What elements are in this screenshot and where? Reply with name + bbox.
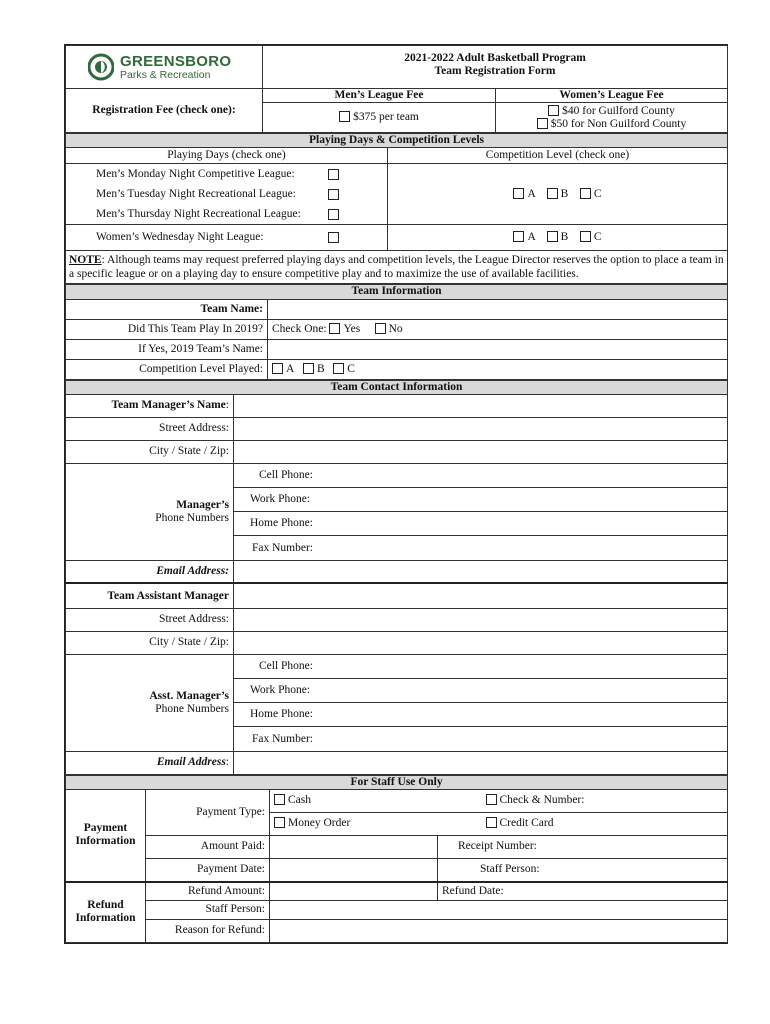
cash-checkbox[interactable] [274, 794, 285, 805]
manager-work-label[interactable]: Work Phone: [234, 488, 727, 512]
day-mens-tuesday-checkbox[interactable] [328, 189, 339, 200]
playing-days-header: Playing Days (check one) [66, 148, 388, 164]
womens-level-c: C [593, 231, 602, 244]
team-name-field[interactable] [268, 299, 728, 319]
note-paragraph [66, 251, 728, 284]
registration-form [64, 44, 728, 944]
form-subtitle: Team Registration Form [434, 65, 556, 78]
mens-level-b: B [560, 187, 569, 200]
day-womens-wednesday-checkbox[interactable] [328, 232, 339, 243]
manager-cell-label[interactable]: Cell Phone: [234, 464, 727, 488]
note-label: NOTE [69, 254, 102, 267]
womens-level-b-checkbox[interactable] [547, 231, 558, 242]
playing-days-section-header: Playing Days & Competition Levels [66, 134, 728, 148]
played-level-b-checkbox[interactable] [303, 363, 314, 374]
amount-paid-field[interactable] [270, 836, 438, 859]
team-info-section-header: Team Information [66, 285, 728, 299]
credit-card-checkbox[interactable] [486, 817, 497, 828]
team-name-2019-field[interactable] [268, 339, 728, 359]
playing-days-table [65, 133, 728, 284]
day-mens-thursday-checkbox[interactable] [328, 209, 339, 220]
day-womens-wednesday: Women’s Wednesday Night League: [96, 231, 264, 244]
womens-fee-non-guilford-checkbox[interactable] [537, 118, 548, 129]
amount-paid-label: Amount Paid: [146, 836, 270, 859]
mens-fee-header: Men’s League Fee [263, 89, 496, 103]
greensboro-logo [70, 53, 258, 81]
registration-fee-label: Registration Fee (check one): [66, 89, 263, 133]
payment-date-field[interactable] [270, 859, 438, 882]
manager-phones-label: Manager’s [176, 498, 229, 511]
mens-fee-option: $375 per team [353, 111, 419, 124]
assistant-manager-label: Team Assistant Manager [66, 583, 234, 608]
womens-level-a: A [527, 231, 536, 244]
played-level-a-checkbox[interactable] [272, 363, 283, 374]
logo-subtitle: Parks & Recreation [120, 68, 211, 81]
contact-section-header: Team Contact Information [66, 380, 728, 394]
played-level-b: B [316, 362, 325, 375]
form-title: 2021-2022 Adult Basketball Program [404, 52, 586, 64]
note-text: : Although teams may request preferred playing days and competition levels, the League Director reserves the option to place a team in a specific league or on a playing day to ensure competitive play and to maximize the use of available facilities. [69, 254, 724, 281]
mens-fee-checkbox[interactable] [339, 111, 350, 122]
manager-city-field[interactable] [234, 440, 728, 463]
cash-label: Cash [288, 794, 311, 807]
day-mens-tuesday: Men’s Tuesday Night Recreational League: [96, 187, 296, 200]
manager-name-field[interactable] [234, 394, 728, 417]
day-mens-thursday: Men’s Thursday Night Recreational League: [96, 207, 301, 220]
mens-level-b-checkbox[interactable] [547, 188, 558, 199]
competition-level-header: Competition Level (check one) [388, 148, 728, 164]
refund-reason-label: Reason for Refund: [146, 920, 270, 943]
played-level-c: C [347, 362, 355, 375]
payment-info-sublabel: Information [75, 835, 136, 848]
womens-level-a-checkbox[interactable] [513, 231, 524, 242]
played-level-a: A [286, 362, 295, 375]
manager-street-label: Street Address: [66, 417, 234, 440]
payment-info-label: Payment [83, 822, 128, 835]
staff-section-header: For Staff Use Only [66, 775, 728, 789]
mens-level-c: C [593, 187, 602, 200]
womens-level-c-checkbox[interactable] [580, 231, 591, 242]
receipt-number-label[interactable]: Receipt Number: [438, 836, 728, 859]
check-number-label: Check & Number: [499, 794, 585, 807]
level-played-label: Competition Level Played: [66, 359, 268, 379]
played-no: No [388, 322, 403, 335]
played-yes: Yes [343, 322, 361, 335]
assistant-manager-field[interactable] [234, 583, 728, 608]
team-name-2019-label: If Yes, 2019 Team’s Name: [66, 339, 268, 359]
staff-table [65, 775, 728, 943]
money-order-label: Money Order [288, 817, 351, 830]
contact-table [65, 380, 728, 775]
refund-staff-field[interactable] [270, 901, 728, 920]
header-table [65, 45, 728, 133]
check-one-label: Check One: [272, 322, 327, 335]
asst-work-label[interactable]: Work Phone: [234, 679, 727, 703]
mens-level-a-checkbox[interactable] [513, 188, 524, 199]
asst-email-label: Email Address [156, 756, 226, 769]
day-mens-monday: Men’s Monday Night Competitive League: [96, 167, 295, 180]
refund-reason-field[interactable] [270, 920, 728, 943]
womens-fee-guilford-checkbox[interactable] [548, 105, 559, 116]
played-2019-label: Did This Team Play In 2019? [66, 319, 268, 339]
refund-info-sublabel: Information [75, 912, 136, 925]
team-name-label: Team Name: [66, 299, 268, 319]
refund-date-label[interactable]: Refund Date: [438, 882, 728, 901]
refund-info-label: Refund [87, 899, 124, 912]
manager-name-label: Team Manager’s Name [111, 399, 226, 412]
asst-street-field[interactable] [234, 608, 728, 631]
manager-phones-sublabel: Phone Numbers [155, 511, 229, 524]
manager-home-label[interactable]: Home Phone: [234, 512, 727, 536]
manager-email-label: Email Address: [66, 560, 234, 583]
manager-email-field[interactable] [234, 560, 728, 583]
team-info-table [65, 284, 728, 379]
payment-type-label: Payment Type: [146, 790, 270, 836]
refund-staff-label: Staff Person: [146, 901, 270, 920]
leaf-logo-icon [88, 53, 114, 81]
asst-email-field[interactable] [234, 751, 728, 774]
asst-cell-label[interactable]: Cell Phone: [234, 655, 727, 679]
mens-level-a: A [527, 187, 536, 200]
asst-city-field[interactable] [234, 631, 728, 654]
womens-fee-guilford: $40 for Guilford County [562, 104, 675, 117]
mens-level-c-checkbox[interactable] [580, 188, 591, 199]
asst-city-label: City / State / Zip: [66, 631, 234, 654]
check-number-checkbox[interactable] [486, 794, 497, 805]
played-level-c-checkbox[interactable] [333, 363, 344, 374]
refund-amount-field[interactable] [270, 882, 438, 901]
asst-home-label[interactable]: Home Phone: [234, 703, 727, 727]
manager-fax-label[interactable]: Fax Number: [234, 536, 727, 560]
asst-phones-label: Asst. Manager’s [149, 689, 229, 702]
refund-amount-label: Refund Amount: [146, 882, 270, 901]
manager-street-field[interactable] [234, 417, 728, 440]
womens-fee-non-guilford: $50 for Non Guilford County [550, 117, 687, 130]
logo-name: GREENSBORO [120, 52, 232, 70]
played-no-checkbox[interactable] [375, 323, 386, 334]
manager-city-label: City / State / Zip: [66, 440, 234, 463]
payment-staff-label[interactable]: Staff Person: [438, 859, 728, 882]
played-yes-checkbox[interactable] [329, 323, 340, 334]
asst-phones-sublabel: Phone Numbers [155, 702, 229, 715]
womens-level-b: B [560, 231, 569, 244]
asst-email-colon: : [225, 756, 229, 769]
credit-card-label: Credit Card [499, 817, 554, 830]
womens-fee-header: Women’s League Fee [496, 89, 728, 103]
payment-date-label: Payment Date: [146, 859, 270, 882]
asst-street-label: Street Address: [66, 608, 234, 631]
day-mens-monday-checkbox[interactable] [328, 169, 339, 180]
money-order-checkbox[interactable] [274, 817, 285, 828]
manager-name-colon: : [225, 399, 229, 412]
asst-fax-label[interactable]: Fax Number: [234, 727, 727, 751]
